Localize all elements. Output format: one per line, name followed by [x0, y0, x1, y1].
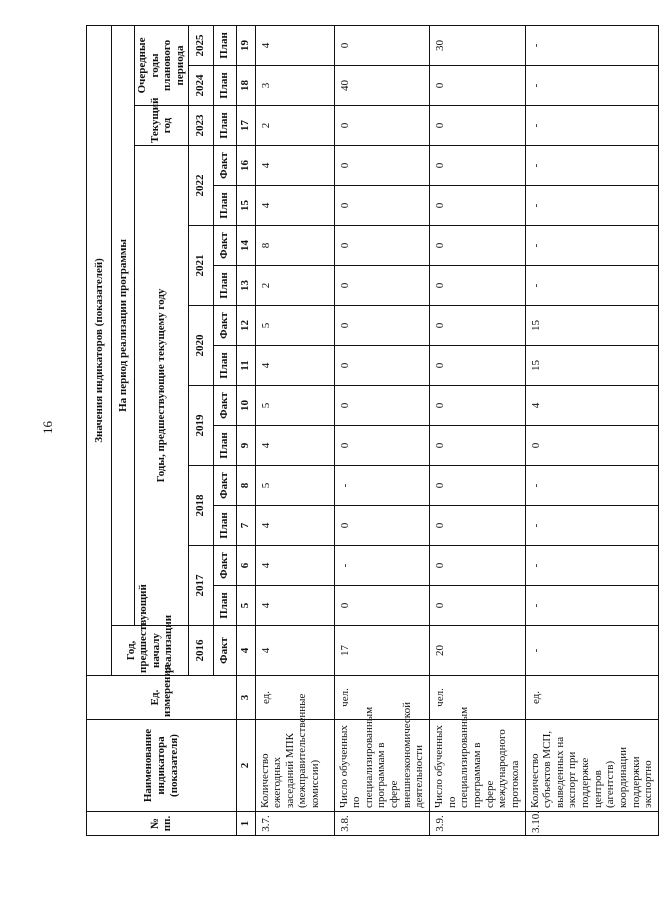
value-cell: 30 — [430, 25, 525, 65]
value-cell: - — [525, 186, 658, 226]
header-year: 2025 — [188, 25, 213, 65]
value-cell: 0 — [430, 186, 525, 226]
value-cell: 15 — [525, 346, 658, 386]
header-fact: Факт — [213, 386, 236, 426]
value-cell: - — [525, 546, 658, 586]
value-cell: 4 — [255, 346, 334, 386]
header-year: 2016 — [188, 626, 213, 676]
column-number-row — [236, 25, 255, 835]
header-year: 2024 — [188, 66, 213, 106]
header-plan: План — [213, 426, 236, 466]
header-number: № пп. — [87, 812, 237, 836]
value-cell: 4 — [255, 586, 334, 626]
unit-cell: чел. — [430, 676, 525, 720]
value-cell: 0 — [334, 146, 429, 186]
value-cell: 0 — [334, 25, 429, 65]
header-plan: План — [213, 586, 236, 626]
header-plan: План — [213, 25, 236, 65]
value-cell: - — [525, 146, 658, 186]
indicator-name: Число обученных по специализированным программам в сфере внешнеэкономической деятельности — [334, 720, 429, 812]
row-number: 3.8. — [334, 812, 429, 836]
value-cell: 15 — [525, 306, 658, 346]
value-cell: 0 — [334, 586, 429, 626]
value-cell: 2 — [255, 106, 334, 146]
header-plan: План — [213, 66, 236, 106]
table-row — [255, 25, 334, 835]
header-year: 2017 — [188, 546, 213, 626]
value-cell: - — [525, 586, 658, 626]
value-cell: 0 — [334, 386, 429, 426]
value-cell: 3 — [255, 66, 334, 106]
row-number: 3.10. — [525, 812, 658, 836]
value-cell: 0 — [334, 346, 429, 386]
value-cell: - — [525, 506, 658, 546]
column-number: 9 — [236, 426, 255, 466]
table-container — [86, 26, 655, 836]
header-fact: Факт — [213, 226, 236, 266]
column-number: 2 — [236, 720, 255, 812]
value-cell: - — [525, 626, 658, 676]
indicators-table — [86, 25, 659, 836]
value-cell: 0 — [430, 346, 525, 386]
header-current-year: Текущий год — [135, 106, 189, 146]
value-cell: 4 — [255, 146, 334, 186]
column-number: 17 — [236, 106, 255, 146]
header-year: 2021 — [188, 226, 213, 306]
value-cell: 0 — [334, 306, 429, 346]
value-cell: 4 — [255, 25, 334, 65]
row-number: 3.7. — [255, 812, 334, 836]
header-previous-years: Годы, предшествующие текущему году — [135, 146, 189, 626]
table-row — [525, 25, 658, 835]
row-number: 3.9. — [430, 812, 525, 836]
column-number: 5 — [236, 586, 255, 626]
value-cell: - — [525, 66, 658, 106]
header-year: 2020 — [188, 306, 213, 386]
value-cell: 0 — [334, 226, 429, 266]
value-cell: 4 — [255, 626, 334, 676]
table-row — [430, 25, 525, 835]
value-cell: - — [525, 226, 658, 266]
value-cell: - — [525, 466, 658, 506]
unit-cell: ед. — [255, 676, 334, 720]
header-values: Значения индикаторов (показателей) — [87, 25, 112, 675]
value-cell: 4 — [255, 546, 334, 586]
value-cell: - — [525, 25, 658, 65]
value-cell: 4 — [525, 386, 658, 426]
value-cell: 0 — [430, 66, 525, 106]
value-cell: 0 — [430, 146, 525, 186]
value-cell: 0 — [430, 506, 525, 546]
header-year: 2023 — [188, 106, 213, 146]
header-unit: Ед. измерения — [87, 676, 237, 720]
unit-cell: ед. — [525, 676, 658, 720]
column-number: 8 — [236, 466, 255, 506]
value-cell: - — [525, 266, 658, 306]
header-plan: План — [213, 346, 236, 386]
value-cell: 0 — [334, 266, 429, 306]
column-number: 13 — [236, 266, 255, 306]
column-number: 3 — [236, 676, 255, 720]
column-number: 15 — [236, 186, 255, 226]
header-planning-years: Очередные годы планового периода — [135, 25, 189, 105]
value-cell: 4 — [255, 186, 334, 226]
table-body — [236, 25, 658, 835]
column-number: 7 — [236, 506, 255, 546]
value-cell: 20 — [430, 626, 525, 676]
header-plan: План — [213, 266, 236, 306]
header-year: 2022 — [188, 146, 213, 226]
header-plan: План — [213, 186, 236, 226]
value-cell: 0 — [334, 106, 429, 146]
value-cell: 0 — [430, 426, 525, 466]
value-cell: - — [334, 546, 429, 586]
value-cell: 17 — [334, 626, 429, 676]
value-cell: 0 — [430, 106, 525, 146]
header-program-period: На период реализации программы — [112, 25, 135, 625]
value-cell: 0 — [430, 226, 525, 266]
column-number: 6 — [236, 546, 255, 586]
value-cell: 4 — [255, 426, 334, 466]
table-row — [334, 25, 429, 835]
header-year: 2018 — [188, 466, 213, 546]
column-number: 14 — [236, 226, 255, 266]
page-number: 16 — [40, 421, 55, 434]
header-fact: Факт — [213, 626, 236, 676]
value-cell: 5 — [255, 466, 334, 506]
value-cell: 0 — [430, 266, 525, 306]
column-number: 12 — [236, 306, 255, 346]
value-cell: 2 — [255, 266, 334, 306]
column-number: 19 — [236, 25, 255, 65]
value-cell: 0 — [430, 386, 525, 426]
header-fact: Факт — [213, 546, 236, 586]
indicator-name: Количество ежегодных заседаний МПК (межправительственные комиссии) — [255, 720, 334, 812]
value-cell: 0 — [430, 466, 525, 506]
value-cell: 0 — [430, 306, 525, 346]
value-cell: 40 — [334, 66, 429, 106]
column-number: 4 — [236, 626, 255, 676]
value-cell: 0 — [334, 186, 429, 226]
header-year: 2019 — [188, 386, 213, 466]
column-number: 10 — [236, 386, 255, 426]
value-cell: 5 — [255, 386, 334, 426]
value-cell: 5 — [255, 306, 334, 346]
column-number: 11 — [236, 346, 255, 386]
value-cell: 0 — [334, 426, 429, 466]
indicator-name: Количество субъектов МСП, выведенных на экспорт при поддержке центров (агентств) координации поддержки экспортно — [525, 720, 658, 812]
value-cell: 0 — [430, 546, 525, 586]
header-name: Наименование индикатора (показателя) — [87, 720, 237, 812]
value-cell: 8 — [255, 226, 334, 266]
header-fact: Факт — [213, 146, 236, 186]
unit-cell: чел. — [334, 676, 429, 720]
header-fact: Факт — [213, 466, 236, 506]
header-fact: Факт — [213, 306, 236, 346]
value-cell: 4 — [255, 506, 334, 546]
value-cell: 0 — [430, 586, 525, 626]
header-plan: План — [213, 506, 236, 546]
value-cell: 0 — [525, 426, 658, 466]
header-plan: План — [213, 106, 236, 146]
column-number: 1 — [236, 812, 255, 836]
value-cell: - — [334, 466, 429, 506]
value-cell: - — [525, 106, 658, 146]
column-number: 18 — [236, 66, 255, 106]
column-number: 16 — [236, 146, 255, 186]
header-base-year: Год, предшествующий началу реализации — [112, 626, 189, 676]
value-cell: 0 — [334, 506, 429, 546]
indicator-name: Число обученных по специализированным программам в сфере международного протокола — [430, 720, 525, 812]
